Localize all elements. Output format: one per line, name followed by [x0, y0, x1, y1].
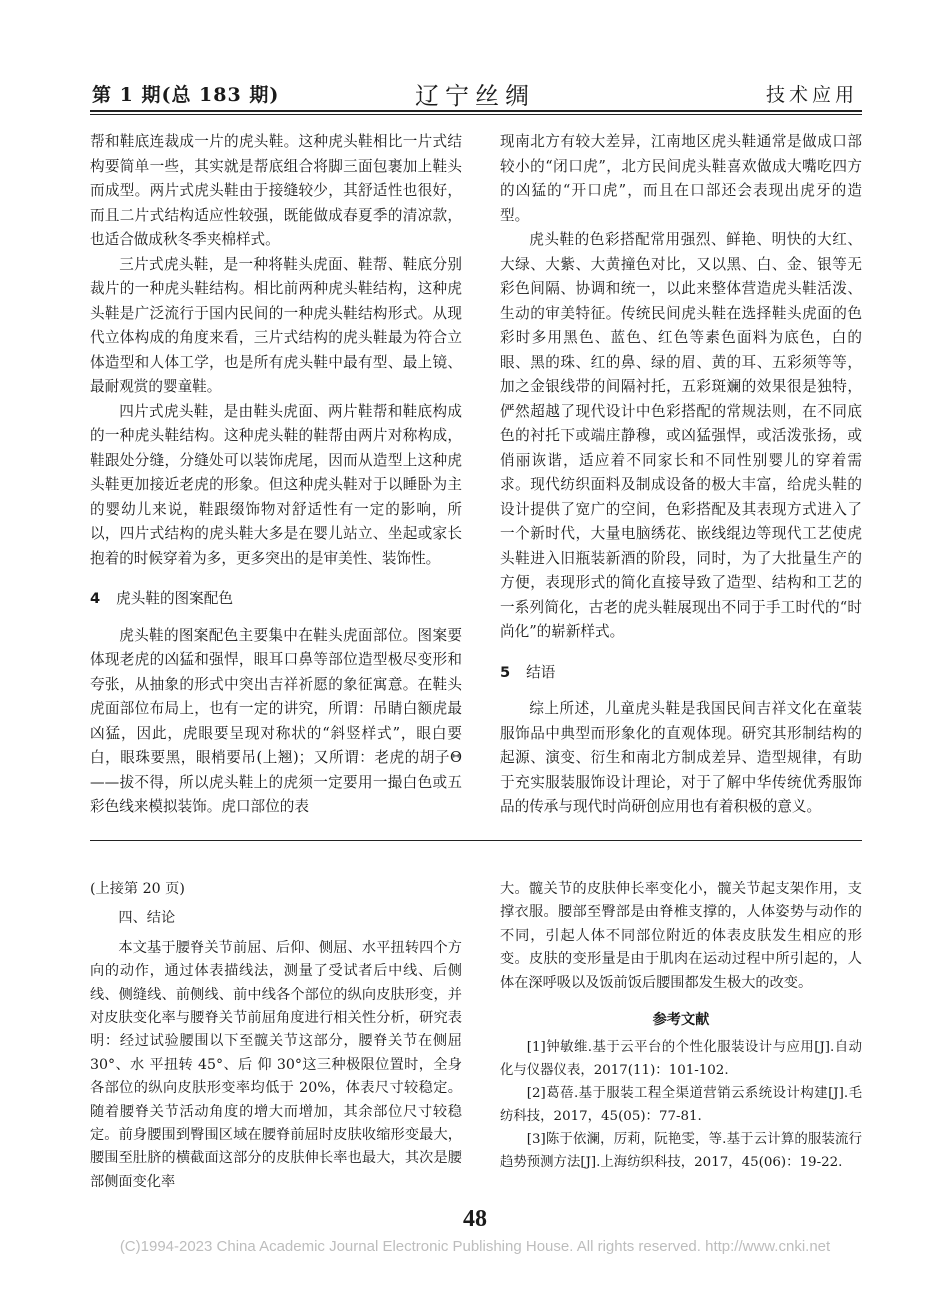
header-rule-thin: [90, 114, 862, 115]
conclusion-heading: 四、结论: [118, 910, 176, 927]
journal-title: 辽宁丝绸: [415, 82, 535, 110]
upper-right-column: [500, 130, 862, 820]
copyright-footer: (C)1994-2023 China Academic Journal Electronic Publishing House. All rights reserved. http://www.cnki.net: [119, 1238, 831, 1255]
section-heading-5: [500, 661, 862, 686]
upper-left-column: [90, 130, 462, 820]
paragraph: 本文基于腰脊关节前屈、后仰、侧屈、水平扭转四个方向的动作，通过体表描线法，测量了受试者后中线、后侧线、侧缝线、前侧线、前中线各个部位的纵向皮肤形变，并对皮肤变化率与腰脊关节前屈角度进行相关性分析，研究表明：经过试验腰围以下至髋关节这部分，腰脊关节在侧屈 30°、水 平扭转 45°、后 仰 30°这三种极限位置时，全身各部位的纵向皮肤形变率均低于 20%，体表尺寸较稳定。随着腰脊关节活动角度的增大而增加，其余部位尺寸较稳定。前身腰围到臀围区域在腰脊前屈时皮肤收缩形变最大，腰围至肚脐的横截面这部分的皮肤伸长率也最大，其次是腰部侧面变化率: [90, 939, 462, 1190]
section-heading-text: 结语: [526, 663, 556, 681]
paragraph: 虎头鞋的色彩搭配常用强烈、鲜艳、明快的大红、大绿、大紫、大黄撞色对比，又以黑、白、金、银等无彩色间隔、协调和统一，以此来整体营造虎头鞋活泼、生动的审美特征。传统民间虎头鞋在选择鞋头虎面的色彩时多用黑色、蓝色、红色等素色面料为底色，白的眼、黑的珠、红的鼻、绿的眉、黄的耳、五彩须等等，加之金银线带的间隔衬托，五彩斑斓的效果很是独特，俨然超越了现代设计中色彩搭配的常规法则，在不同底色的衬托下或端庄静穆，或凶猛强悍，或活泼张扬，或俏丽诙谐，适应着不同家长和不同性别婴儿的穿着需求。现代纺织面料及制成设备的极大丰富，给虎头鞋的设计提供了宽广的空间，色彩搭配及其表现方式进入了一个新时代，大量电脑绣花、嵌线绲边等现代工艺使虎头鞋进入旧瓶装新酒的阶段，同时，为了大批量生产的方便，表现形式的简化直接导致了造型、结构和工艺的一系列简化，古老的虎头鞋展现出不同于手工时代的“时尚化”的崭新样式。: [500, 231, 862, 640]
paragraph: 综上所述，儿童虎头鞋是我国民间吉祥文化在童装服饰品中典型而形象化的直观体现。研究其形制结构的起源、演变、衍生和南北方制成差异、造型规律，有助于充实服装服饰设计理论，对于了解中华传统优秀服饰品的传承与现代时尚研创应用也有着积极的意义。: [500, 700, 862, 815]
paragraph: 现南北方有较大差异，江南地区虎头鞋通常是做成口部较小的“闭口虎”，北方民间虎头鞋喜欢做成大嘴吃四方的凶猛的“开口虎”，而且在口部还会表现出虎牙的造型。: [500, 133, 862, 224]
article-divider: [90, 840, 862, 841]
section-heading-text: 虎头鞋的图案配色: [116, 590, 233, 607]
section-number: 5: [500, 663, 511, 681]
lower-left-column: [90, 878, 462, 1194]
references-title: 参考文献: [652, 1012, 710, 1029]
paragraph: 三片式虎头鞋，是一种将鞋头虎面、鞋帮、鞋底分别裁片的一种虎头鞋结构。相比前两种虎头鞋结构，这种虎头鞋是广泛流行于国内民间的一种虎头鞋结构形式。从现代立体构成的角度来看，三片式结构的虎头鞋最为符合立体造型和人体工学，也是所有虎头鞋中最有型、最上镜、最耐观赏的婴童鞋。: [90, 255, 462, 395]
section-heading-4: [90, 587, 462, 612]
reference-item: [3]陈于依澜，厉莉，阮艳雯，等.基于云计算的服装流行趋势预测方法[J].上海纺织科技，2017，45(06)：19-22.: [500, 1132, 862, 1171]
reference-item: [2]葛蓓.基于服装工程全渠道营销云系统设计构建[J].毛纺科技，2017，45(05)：77-81.: [500, 1086, 862, 1125]
paragraph: 帮和鞋底连裁成一片的虎头鞋。这种虎头鞋相比一片式结构要简单一些，其实就是帮底组合将脚三面包裹加上鞋头而成型。两片式虎头鞋由于接缝较少，其舒适性也很好，而且二片式结构适应性较强，既能做成春夏季的清凉款，也适合做成秋冬季夹棉样式。: [90, 133, 462, 248]
issue-label: 第 1 期(总 183 期): [92, 84, 280, 106]
paragraph: 大。髋关节的皮肤伸长率变化小，髋关节起支架作用，支撑衣服。腰部至臀部是由脊椎支撑的，人体姿势与动作的不同，引起人体不同部位附近的体表皮肤发生相应的形变。皮肤的变形量是由于肌肉在运动过程中所引起的，人体在深呼吸以及饭前饭后腰围都发生极大的改变。: [500, 881, 862, 991]
section-label: 技术应用: [765, 84, 858, 106]
page-header: [0, 0, 950, 116]
page-number: 48: [463, 1206, 487, 1232]
paragraph: 四片式虎头鞋，是由鞋头虎面、两片鞋帮和鞋底构成的一种虎头鞋结构。这种虎头鞋的鞋帮由两片对称构成，鞋跟处分缝，分缝处可以装饰虎尾，因而从造型上这种虎头鞋更加接近老虎的形象。但这种虎头鞋对于以睡卧为主的婴幼儿来说，鞋跟缀饰物对舒适性有一定的影响，所以，四片式结构的虎头鞋大多是在婴儿站立、坐起或家长抱着的时候穿着为多，更多突出的是审美性、装饰性。: [90, 402, 462, 567]
paragraph: 虎头鞋的图案配色主要集中在鞋头虎面部位。图案要体现老虎的凶猛和强悍，眼耳口鼻等部位造型极尽变形和夸张，从抽象的形式中突出吉祥祈愿的象征寓意。在鞋头虎面部位布局上，也有一定的讲究，所谓：吊睛白额虎最凶猛，因此，虎眼要呈现对称状的“斜竖样式”，眼白要白，眼珠要黑，眼梢要吊(上翘)；又所谓：老虎的胡子Θ——拔不得，所以虎头鞋上的虎须一定要用一撮白色或五彩色线来模拟装饰。虎口部位的表: [90, 626, 462, 815]
reference-item: [1]钟敏维.基于云平台的个性化服装设计与应用[J].自动化与仪器仪表，2017(11)：101-102.: [500, 1040, 862, 1079]
section-number: 4: [90, 590, 101, 607]
header-rule-thick: [90, 110, 862, 112]
continued-note: (上接第 20 页): [90, 881, 185, 897]
lower-right-column: [500, 878, 862, 1174]
